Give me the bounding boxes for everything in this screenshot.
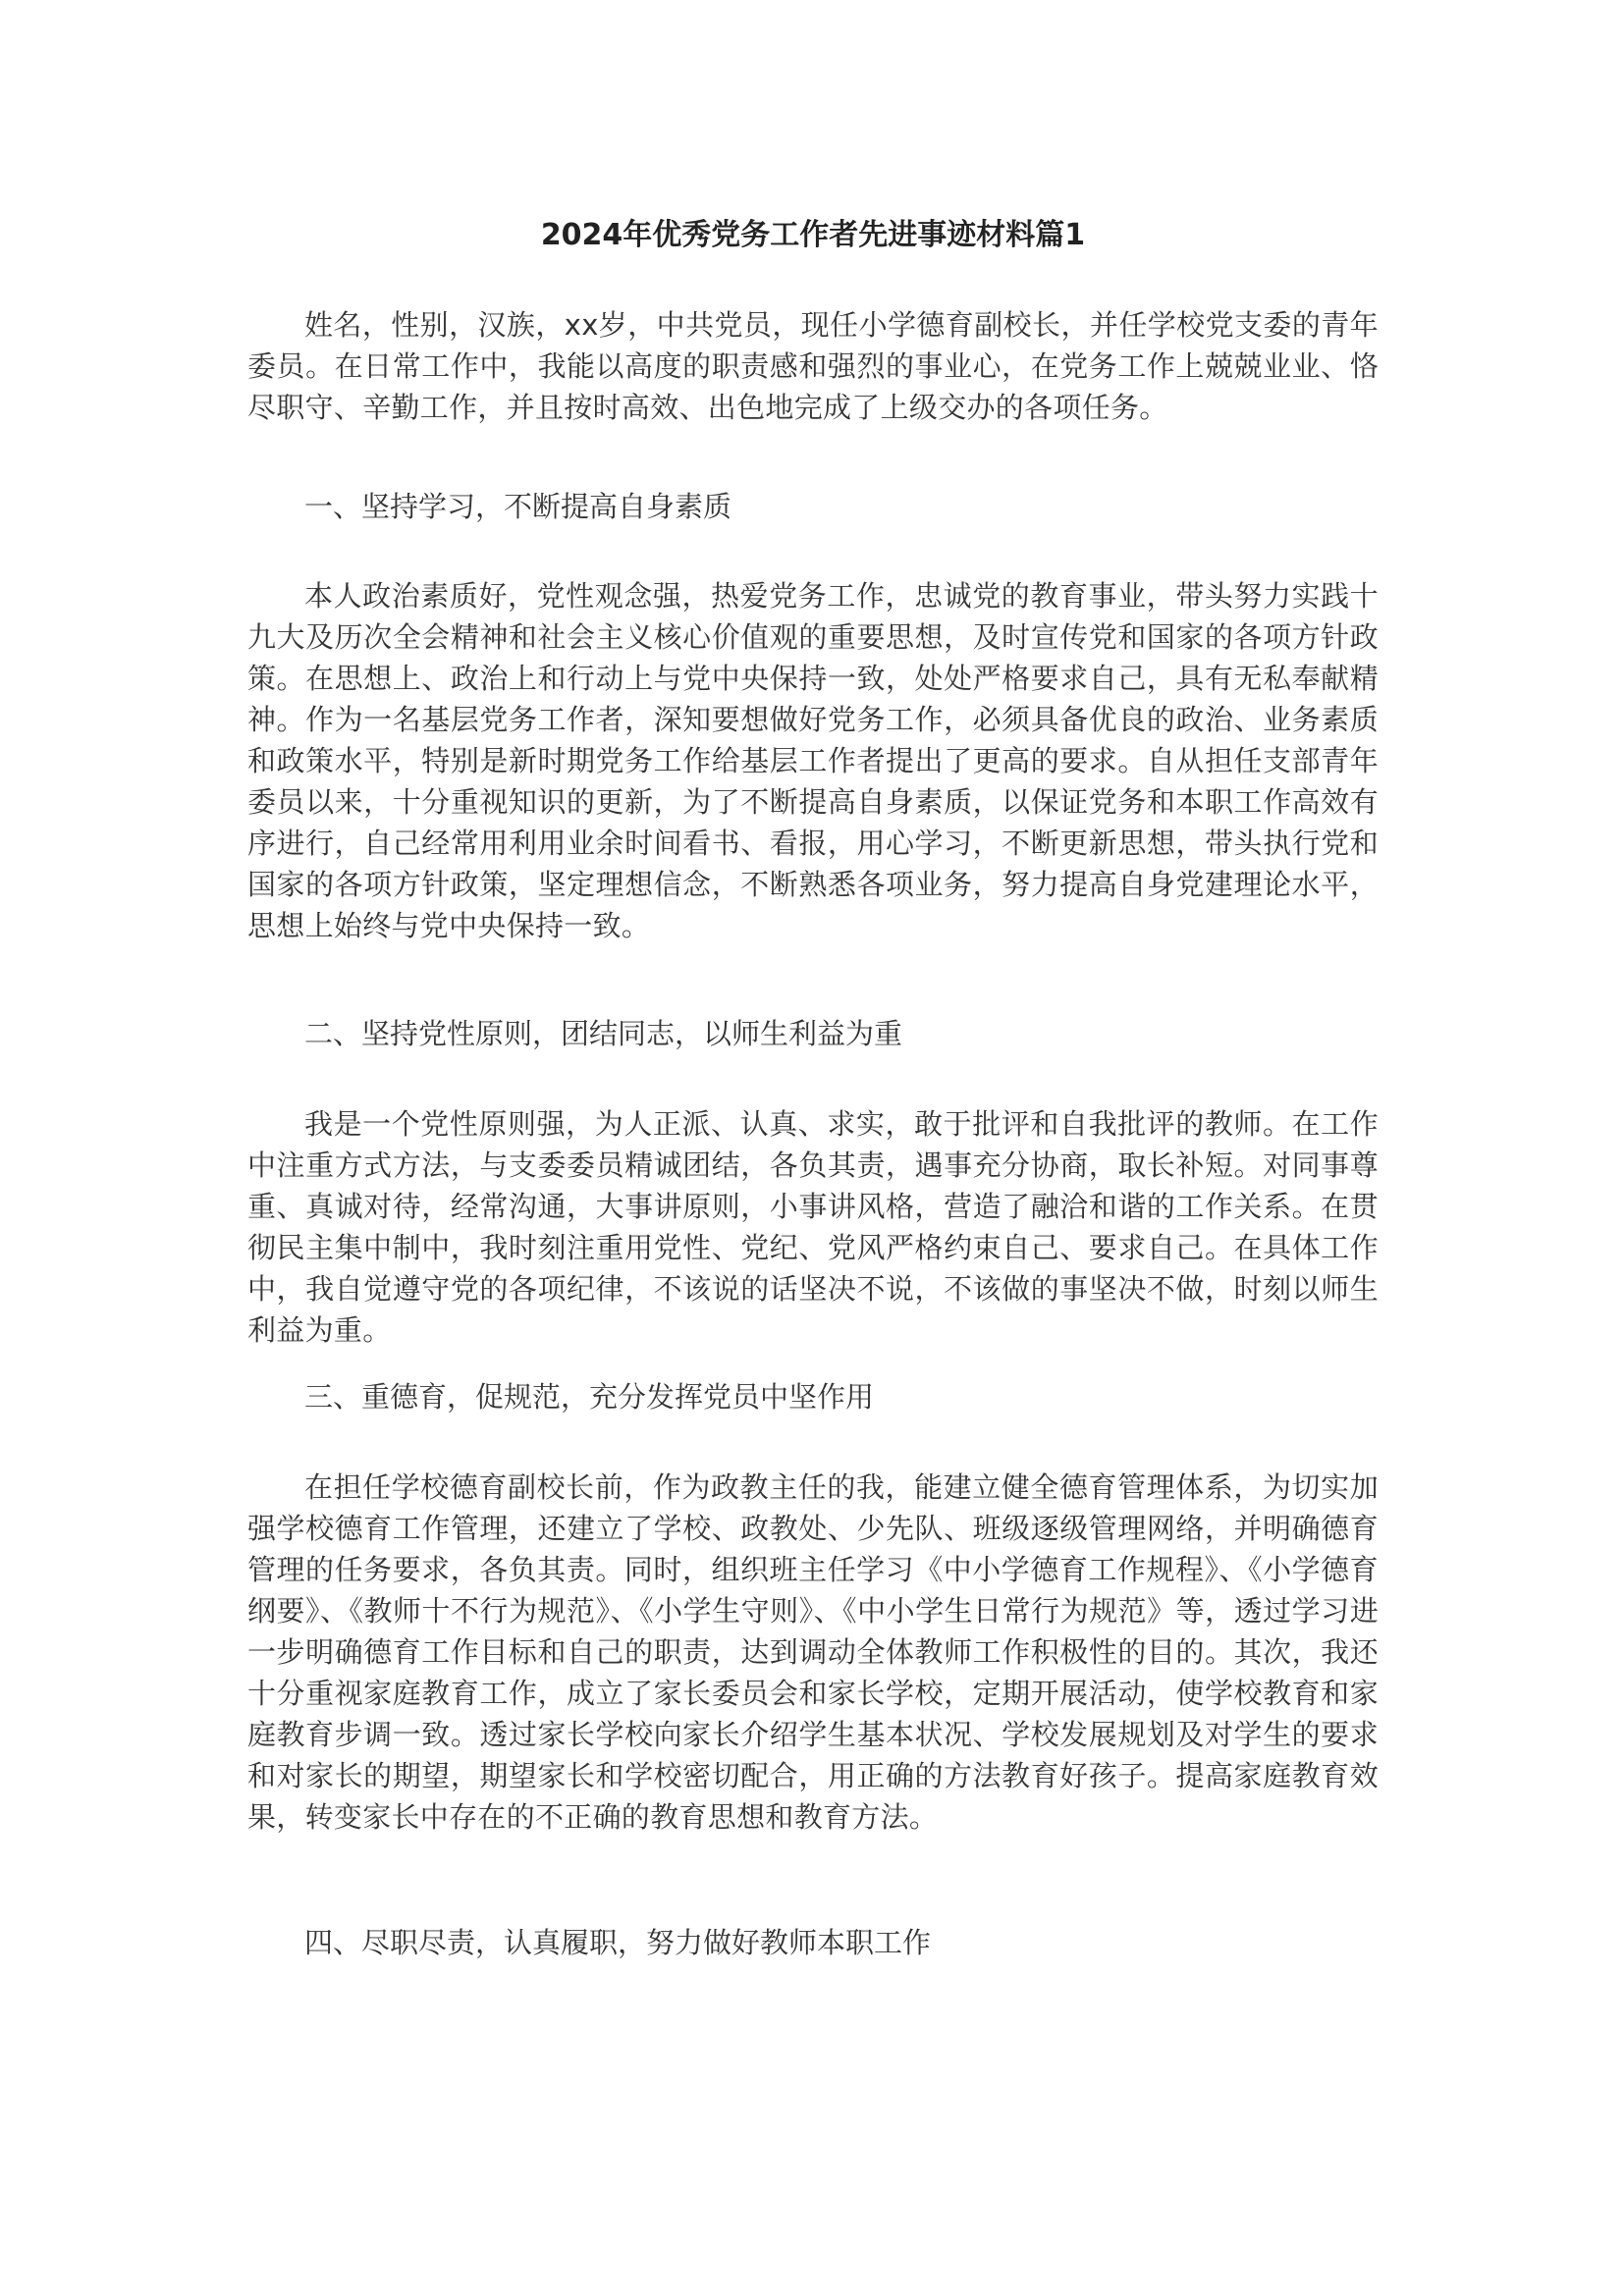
section-4-heading: 四、尽职尽责，认真履职，努力做好教师本职工作 [304, 1926, 932, 1959]
section-1-body: 本人政治素质好，党性观念强，热爱党务工作，忠诚党的教育事业，带头努力实践十九大及历次全会精神和社会主义核心价值观的重要思想，及时宣传党和国家的各项方针政策。在思想上、政治上和行动上与党中央保持一致，处处严格要求自己，具有无私奉献精神。作为一名基层党务工作者，深知要想做好党务工作，必须具备优良的政治、业务素质和政策水平，特别是新时期党务工作给基层工作者提出了更高的要求。自从担任支部青年委员以来，十分重视知识的更新，为了不断提高自身素质，以保证党务和本职工作高效有序进行，自己经常用利用业余时间看书、看报，用心学习，不断更新思想，带头执行党和国家的各项方针政策，坚定理想信念，不断熟悉各项业务，努力提高自身党建理论水平，思想上始终与党中央保持一致。 [247, 579, 1379, 942]
section-3-body: 在担任学校德育副校长前，作为政教主任的我，能建立健全德育管理体系，为切实加强学校德育工作管理，还建立了学校、政教处、少先队、班级逐级管理网络，并明确德育管理的任务要求，各负其责。同时，组织班主任学习《中小学德育工作规程》、《小学德育纲要》、《教师十不行为规范》、《小学生守则》、《中小学生日常行为规范》等，透过学习进一步明确德育工作目标和自己的职责，达到调动全体教师工作积极性的目的。其次，我还十分重视家庭教育工作，成立了家长委员会和家长学校，定期开展活动，使学校教育和家庭教育步调一致。透过家长学校向家长介绍学生基本状况、学校发展规划及对学生的要求和对家长的期望，期望家长和学校密切配合，用正确的方法教育好孩子。提高家庭教育效果，转变家长中存在的不正确的教育思想和教育方法。 [247, 1470, 1379, 1834]
section-3-heading: 三、重德育，促规范，充分发挥党员中坚作用 [304, 1380, 875, 1414]
section-2-body: 我是一个党性原则强，为人正派、认真、求实，敢于批评和自我批评的教师。在工作中注重方式方法，与支委委员精诚团结，各负其责，遇事充分协商，取长补短。对同事尊重、真诚对待，经常沟通，大事讲原则，小事讲风格，营造了融洽和谐的工作关系。在贯彻民主集中制中，我时刻注重用党性、党纪、党风严格约束自己、要求自己。在具体工作中，我自觉遵守党的各项纪律，不该说的话坚决不说，不该做的事坚决不做，时刻以师生利益为重。 [247, 1107, 1379, 1347]
document-title: 2024年优秀党务工作者先进事迹材料篇1 [540, 218, 1086, 252]
section-1-heading: 一、坚持学习，不断提高自身素质 [304, 490, 732, 523]
document-page [247, 0, 1379, 2296]
section-2-heading: 二、坚持党性原则，团结同志，以师生利益为重 [304, 1017, 903, 1050]
intro-paragraph: 姓名，性别，汉族，xx岁，中共党员，现任小学德育副校长，并任学校党支委的青年委员。在日常工作中，我能以高度的职责感和强烈的事业心，在党务工作上兢兢业业、恪尽职守、辛勤工作，并且按时高效、出色地完成了上级交办的各项任务。 [247, 308, 1379, 424]
